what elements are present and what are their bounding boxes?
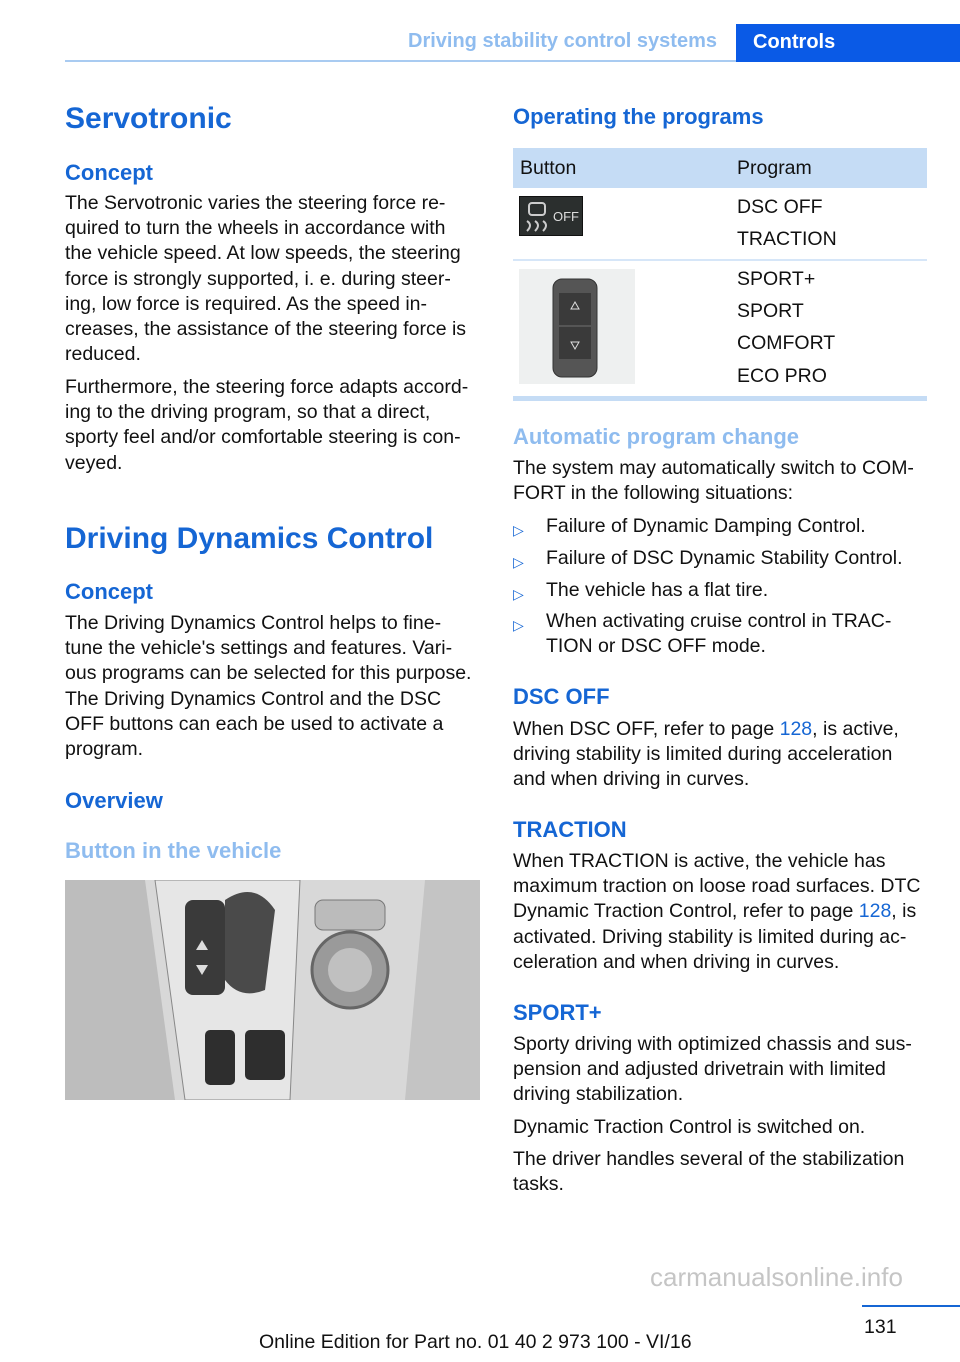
page-number-rule [862,1305,960,1307]
text-line: pension and adjusted drivetrain with limited [513,1058,886,1081]
bullet-triangle-icon: ▷ [513,586,524,602]
bullet-item [513,546,903,571]
page-link[interactable]: 128 [779,718,813,740]
header-section-title: Driving stability control systems [408,30,717,52]
column-header-button: Button [520,157,577,179]
text-line: creases, the assistance of the steering force is [65,318,467,341]
heading-sport-plus: SPORT+ [513,1000,602,1025]
text-line: ous programs can be selected for this purpose. [65,662,472,685]
bullet-triangle-icon: ▷ [513,522,524,538]
heading-dsc-off: DSC OFF [513,684,610,709]
bullet-text: Failure of DSC Dynamic Stability Control. [546,547,903,569]
program-table-header [513,148,927,188]
text-line: quired to turn the wheels in accordance with [65,217,446,240]
table-row-divider [513,259,927,261]
program-traction: TRACTION [737,228,837,251]
heading-traction: TRACTION [513,817,627,842]
text: When DSC OFF, refer to page [513,718,780,740]
program-sport: SPORT [737,300,804,323]
text-line: Dynamic Traction Control is switched on. [513,1116,866,1138]
text-line: OFF buttons can each be used to activate a [65,712,444,735]
heading-driving-dynamics-control: Driving Dynamics Control [65,522,434,555]
heading-operating-programs: Operating the programs [513,104,764,129]
text-line: tasks. [513,1173,564,1196]
text-line: activated. Driving stability is limited during ac- [513,925,907,948]
sport-plus-paragraph-3 [513,1147,904,1197]
row-1-programs [737,195,837,252]
bullet-triangle-icon: ▷ [513,554,524,570]
heading-overview: Overview [65,788,163,813]
table-bottom-rule [513,396,927,401]
text-line: ing, low force is required. As the speed in- [65,292,428,315]
text-line: program. [65,738,144,761]
servotronic-paragraph-1 [65,191,466,367]
text-line: The Servotronic varies the steering force re- [65,192,446,214]
program-dsc-off: DSC OFF [737,196,823,218]
dsc-off-paragraph [513,717,899,793]
text-line: and when driving in curves. [513,768,750,791]
text-line: sporty feel and/or comfortable steering is con- [65,426,461,449]
program-comfort: COMFORT [737,332,836,355]
text-line: The Driving Dynamics Control and the DSC [65,687,442,710]
heading-concept-ddc: Concept [65,579,153,604]
footer-edition: Online Edition for Part no. 01 40 2 973 100 - VI/16 [259,1331,692,1353]
text-line: When TRACTION is active, the vehicle has [513,850,886,872]
bullet-triangle-icon: ▷ [513,617,524,633]
sport-plus-paragraph-1 [513,1032,912,1108]
header-chapter-tab: Controls [736,24,960,62]
watermark: carmanualsonline.info [650,1262,903,1292]
page-number: 131 [864,1316,897,1338]
heading-button-in-vehicle: Button in the vehicle [65,838,282,863]
program-eco-pro: ECO PRO [737,364,827,387]
servotronic-paragraph-2 [65,375,468,476]
text-line: The system may automatically switch to COM- [513,457,914,479]
dsc-off-icon-label: OFF [553,209,579,224]
auto-paragraph [513,456,914,506]
column-header-program: Program [737,157,812,179]
bullet-text: TION or DSC OFF mode. [546,635,766,658]
text-line: force is strongly supported, i. e. during steer- [65,267,451,290]
text: , is active, [812,718,899,740]
bullet-text: When activating cruise control in TRAC- [546,610,892,632]
header-divider [65,60,736,62]
heading-automatic-program-change: Automatic program change [513,424,800,449]
bullet-text: Failure of Dynamic Damping Control. [546,515,866,537]
text-line: tune the vehicle's settings and features. Vari- [65,637,453,660]
text-line: reduced. [65,343,141,366]
program-sport-plus: SPORT+ [737,268,816,290]
row-2-programs [737,267,835,389]
bullet-item [513,578,768,603]
traction-paragraph [513,849,920,975]
heading-concept: Concept [65,160,153,185]
ddc-paragraph [65,611,471,762]
text-line: driving stability is limited during acceleration [513,743,893,766]
driving-dynamics-switch-icon [519,269,635,384]
text-line [513,899,920,924]
text-line: ing to the driving program, so that a direct, [65,401,431,424]
bullet-text: The vehicle has a flat tire. [546,579,769,601]
text-line: FORT in the following situations: [513,482,793,505]
bullet-item [513,609,891,659]
text-line: celeration and when driving in curves. [513,950,840,973]
dsc-off-button-icon [519,196,583,236]
sport-plus-paragraph-2 [513,1115,865,1140]
text: , is [891,900,917,923]
text-line: The driver handles several of the stabilization [513,1148,905,1170]
text: Dynamic Traction Control, refer to page [513,900,859,923]
bullet-item [513,514,866,539]
text-line: driving stabilization. [513,1083,684,1106]
text-line: maximum traction on loose road surfaces. DTC [513,875,921,898]
heading-servotronic: Servotronic [65,102,232,135]
page-link[interactable]: 128 [858,900,892,923]
text-line: the vehicle speed. At low speeds, the steering [65,242,461,265]
text-line [513,717,899,742]
text-line: The Driving Dynamics Control helps to fine- [65,612,442,634]
text-line: Furthermore, the steering force adapts accord- [65,376,469,398]
text-line: Sporty driving with optimized chassis and sus- [513,1033,912,1055]
center-console-photo [65,880,480,1100]
text-line: veyed. [65,451,123,474]
